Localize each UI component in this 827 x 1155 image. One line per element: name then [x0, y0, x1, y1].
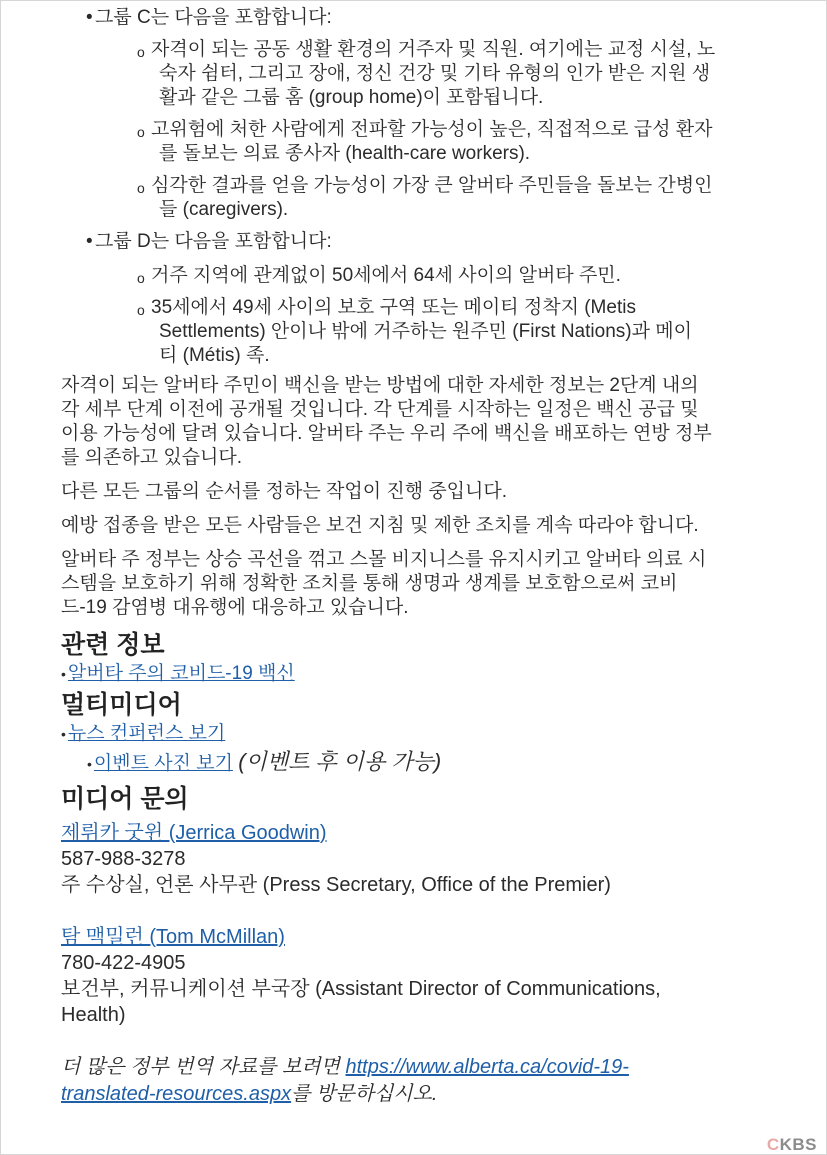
contact-block-1: [61, 820, 777, 898]
group-c-item: [86, 6, 777, 30]
multimedia-link-item-2: [87, 750, 777, 776]
group-c-sub-1-line-2: 숙자 쉼터, 그리고 장애, 정신 건강 및 기타 유형의 인가 받은 지원 생: [159, 63, 711, 84]
group-c-sub-1-line-1: 자격이 되는 공동 생활 환경의 거주자 및 직원. 여기에는 교정 시설, 노: [151, 39, 716, 60]
paragraph-line: 스템을 보호하기 위해 정확한 조치를 통해 생명과 생계를 보호함으로써 코비: [61, 573, 678, 594]
multimedia-heading: 멀티미디어: [61, 691, 182, 719]
paragraph-details: [61, 374, 777, 470]
translated-resources-link-part-1[interactable]: https://www.alberta.ca/covid-19-: [345, 1056, 629, 1078]
logo-part-2: KBS: [779, 1135, 817, 1154]
covid-vaccine-link[interactable]: 알버타 주의 코비드-19 백신: [67, 663, 295, 684]
contact-1-phone: 587-988-3278: [61, 848, 186, 870]
contact-2-title-line-1: 보건부, 커뮤니케이션 부국장 (Assistant Director of Communications,: [61, 978, 661, 1000]
sub-bullet-circle: o: [137, 302, 145, 318]
paragraph-line: 이용 가능성에 달려 있습니다. 알버타 주는 우리 주에 백신을 배포하는 연방 정부: [61, 423, 712, 444]
paragraph-line: 자격이 되는 알버타 주민이 백신을 받는 방법에 대한 자세한 정보는 2단계 내의: [61, 375, 699, 396]
sub-bullet-circle: o: [137, 124, 145, 140]
group-d-sub-2-line-2: Settlements) 안이나 밖에 거주하는 원주민 (First Nations)과 메이: [159, 321, 692, 342]
ckbs-logo: [767, 1135, 817, 1155]
group-c-sub-1: [137, 38, 777, 110]
translated-resources-link-part-2[interactable]: translated-resources.aspx: [61, 1083, 292, 1105]
group-d-sub-1: [137, 264, 777, 288]
contact-block-2: [61, 924, 777, 1028]
footer-suffix: 를 방문하십시오.: [291, 1083, 438, 1105]
group-c-heading: 그룹 C는 다음을 포함합니다:: [95, 7, 332, 28]
paragraph-line: 를 의존하고 있습니다.: [61, 447, 243, 468]
group-c-sub-3-line-2: 들 (caregivers).: [159, 199, 289, 220]
paragraph-line: 각 세부 단계 이전에 공개될 것입니다. 각 단계를 시작하는 일정은 백신 공급 및: [61, 399, 699, 420]
media-contact-heading: 미디어 문의: [61, 785, 189, 813]
group-d-heading: 그룹 D는 다음을 포함합니다:: [95, 231, 332, 252]
contact-2-phone: 780-422-4905: [61, 952, 186, 974]
translated-resources-note: [61, 1054, 777, 1108]
footer-prefix: 더 많은 정부 번역 자료를 보려면: [61, 1056, 346, 1078]
availability-note: (이벤트 후 이용 가능): [238, 749, 442, 774]
paragraph-guidelines: [61, 514, 777, 538]
related-link-item: [61, 662, 777, 686]
group-d-sub-1-line-1: 거주 지역에 관계없이 50세에서 64세 사이의 알버타 주민.: [151, 265, 621, 286]
group-c-sub-2-line-1: 고위험에 처한 사람에게 전파할 가능성이 높은, 직접적으로 급성 환자: [151, 119, 713, 140]
group-c-sub-3-line-1: 심각한 결과를 얻을 가능성이 가장 큰 알버타 주민들을 돌보는 간병인: [151, 175, 713, 196]
news-conference-link[interactable]: 뉴스 컨퍼런스 보기: [67, 723, 226, 744]
sub-bullet-circle: o: [137, 44, 145, 60]
group-d-sub-2-line-3: 티 (Métis) 족.: [159, 345, 270, 366]
group-c-sub-1-line-3: 활과 같은 그룹 홈 (group home)이 포함됩니다.: [159, 87, 544, 108]
group-d-item: [86, 230, 777, 254]
bullet-dot: •: [87, 756, 92, 772]
multimedia-link-item-1: [61, 722, 777, 746]
bullet-dot: •: [61, 666, 66, 682]
paragraph-ordering: [61, 480, 777, 504]
group-c-sub-2-line-2: 를 돌보는 의료 종사자 (health-care workers).: [159, 143, 531, 164]
related-info-heading: 관련 정보: [61, 631, 165, 659]
contact-1-title: 주 수상실, 언론 사무관 (Press Secretary, Office of the Premier): [61, 874, 611, 896]
paragraph-line: 예방 접종을 받은 모든 사람들은 보건 지침 및 제한 조치를 계속 따라야 합니다.: [61, 515, 699, 536]
event-photos-link[interactable]: 이벤트 사진 보기: [93, 753, 233, 774]
bullet-dot: •: [61, 726, 66, 742]
paragraph-line: 다른 모든 그룹의 순서를 정하는 작업이 진행 중입니다.: [61, 481, 508, 502]
paragraph-line: 드-19 감염병 대유행에 대응하고 있습니다.: [61, 597, 409, 618]
contact-2-name-link[interactable]: 탐 맥밀런 (Tom McMillan): [61, 926, 285, 948]
group-d-sub-2: [137, 296, 777, 368]
bullet-dot: •: [86, 7, 93, 28]
group-c-sub-2: [137, 118, 777, 166]
article-body: [61, 6, 777, 1108]
sub-bullet-circle: o: [137, 270, 145, 286]
contact-1-name-link[interactable]: 제뤼카 굿윈 (Jerrica Goodwin): [61, 822, 327, 844]
logo-part-1: C: [766, 1135, 780, 1154]
contact-2-title-line-2: Health): [61, 1004, 126, 1026]
paragraph-government: [61, 548, 777, 620]
bullet-dot: •: [86, 231, 93, 252]
group-c-sub-3: [137, 174, 777, 222]
sub-bullet-circle: o: [137, 180, 145, 196]
group-d-sub-2-line-1: 35세에서 49세 사이의 보호 구역 또는 메이티 정착지 (Metis: [151, 297, 636, 318]
paragraph-line: 알버타 주 정부는 상승 곡선을 꺾고 스몰 비지니스를 유지시키고 알버타 의료 시: [61, 549, 707, 570]
